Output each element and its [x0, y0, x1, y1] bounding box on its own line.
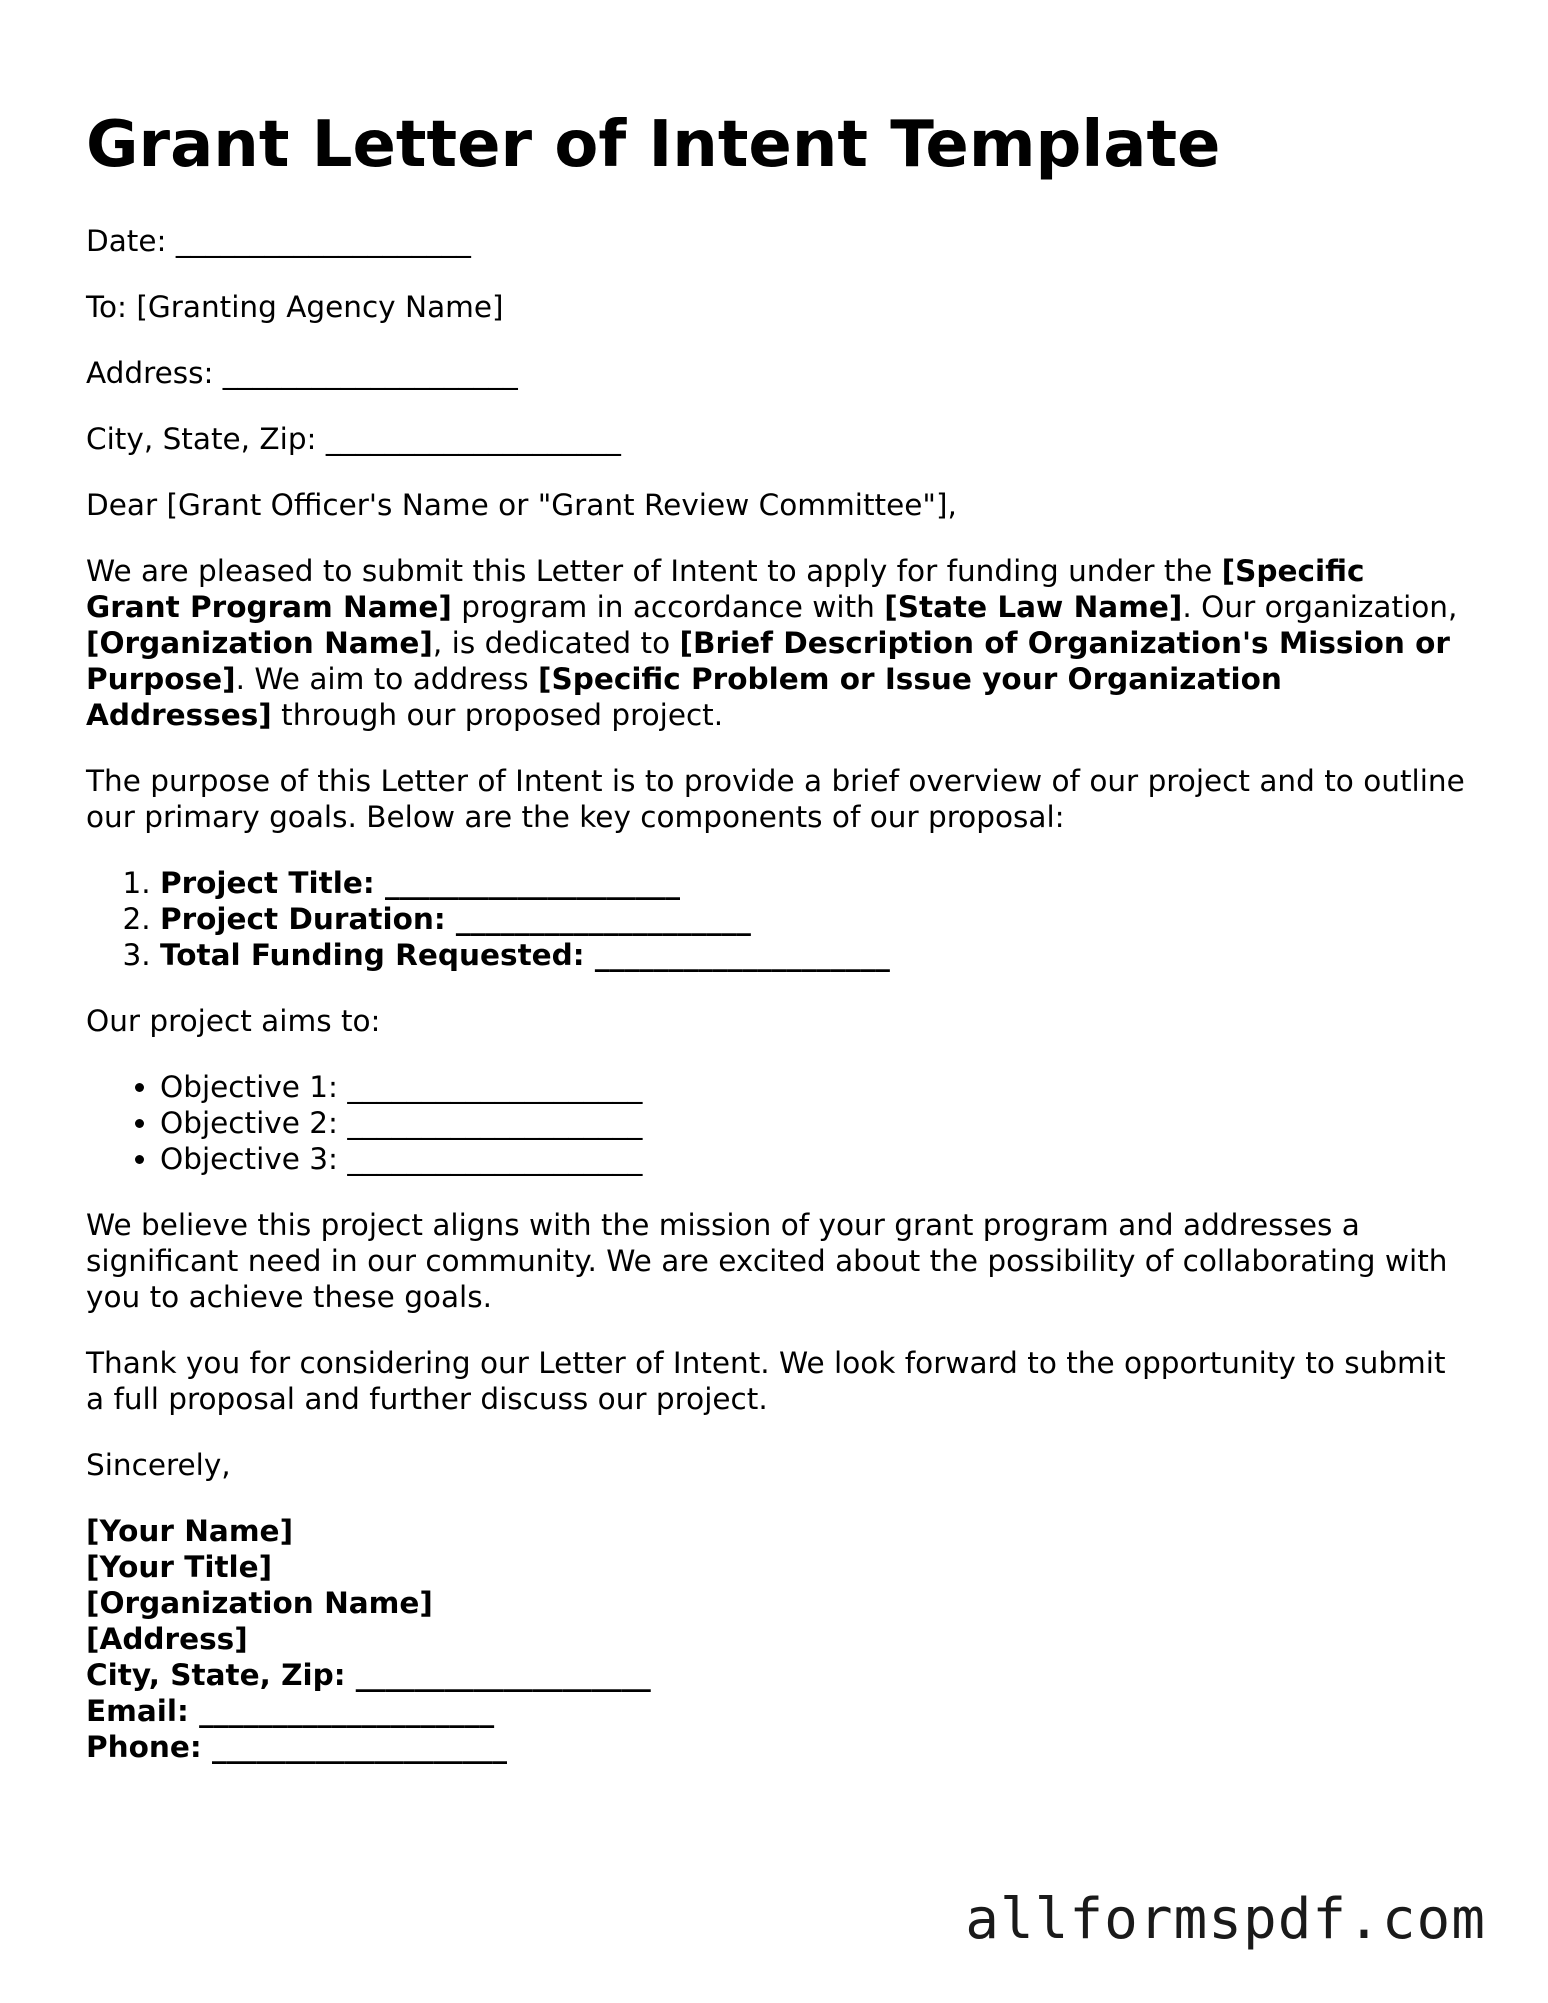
intro-problem: [Specific Problem or Issue your Organization Addresses]	[86, 662, 1282, 732]
intro-text-4: , is dedicated to	[432, 626, 680, 660]
list-item: • Objective 3: ____________________	[160, 1141, 1466, 1177]
intro-text-2: program in accordance with	[451, 590, 885, 624]
signature-block	[86, 1513, 1466, 1765]
signature-email: Email: ____________________	[86, 1694, 495, 1728]
intro-mission: [Brief Description of Organization's Mission or Purpose]	[86, 626, 1450, 696]
date-field: Date: ____________________	[86, 224, 471, 258]
signature-phone: Phone: ____________________	[86, 1730, 507, 1764]
recipient-field: To: [Granting Agency Name]	[86, 290, 504, 324]
intro-paragraph	[86, 553, 1466, 733]
thanks-paragraph: Thank you for considering our Letter of Intent. We look forward to the opportunity to submit a full proposal and further discuss our project.	[86, 1346, 1446, 1416]
document-page	[86, 106, 1466, 1765]
list-item: • Objective 1: ____________________	[160, 1069, 1466, 1105]
intro-text-6: through our proposed project.	[271, 698, 724, 732]
salutation: Dear [Grant Officer's Name or "Grant Review Committee"],	[86, 488, 957, 522]
signature-name: [Your Name]	[86, 1514, 294, 1548]
intro-organization-name: [Organization Name]	[86, 626, 433, 660]
list-item	[160, 937, 1466, 973]
city-state-zip-field: City, State, Zip: ____________________	[86, 422, 621, 456]
list-item	[160, 865, 1466, 901]
intro-program-name: [Specific Grant Program Name]	[86, 554, 1365, 624]
intro-text-5: . We aim to address	[235, 662, 538, 696]
list-item	[160, 901, 1466, 937]
aims-intro: Our project aims to:	[86, 1004, 381, 1038]
objectives-list	[86, 1069, 1466, 1177]
signature-address: [Address]	[86, 1622, 248, 1656]
component-funding-requested: Total Funding Requested: ____________________	[160, 938, 890, 972]
list-item: • Objective 2: ____________________	[160, 1105, 1466, 1141]
purpose-paragraph: The purpose of this Letter of Intent is to provide a brief overview of our project and to outline our primary goals. Below are the key components of our proposal:	[86, 764, 1465, 834]
signature-title: [Your Title]	[86, 1550, 273, 1584]
intro-text-1: We are pleased to submit this Letter of Intent to apply for funding under the	[86, 554, 1222, 588]
signature-organization: [Organization Name]	[86, 1586, 433, 1620]
intro-text-3: . Our organization,	[1182, 590, 1458, 624]
closing: Sincerely,	[86, 1448, 231, 1482]
component-project-duration: Project Duration: ____________________	[160, 902, 751, 936]
intro-state-law: [State Law Name]	[884, 590, 1183, 624]
watermark: allformspdf.com	[965, 1887, 1486, 1952]
component-project-title: Project Title: ____________________	[160, 866, 680, 900]
alignment-paragraph: We believe this project aligns with the mission of your grant program and addresses a significant need in our community. We are excited about the possibility of collaborating with you to achieve these goals.	[86, 1208, 1448, 1314]
address-field: Address: ____________________	[86, 356, 518, 390]
page-title: Grant Letter of Intent Template	[86, 108, 1221, 182]
components-list	[86, 865, 1466, 973]
signature-city-state-zip: City, State, Zip: ____________________	[86, 1658, 651, 1692]
